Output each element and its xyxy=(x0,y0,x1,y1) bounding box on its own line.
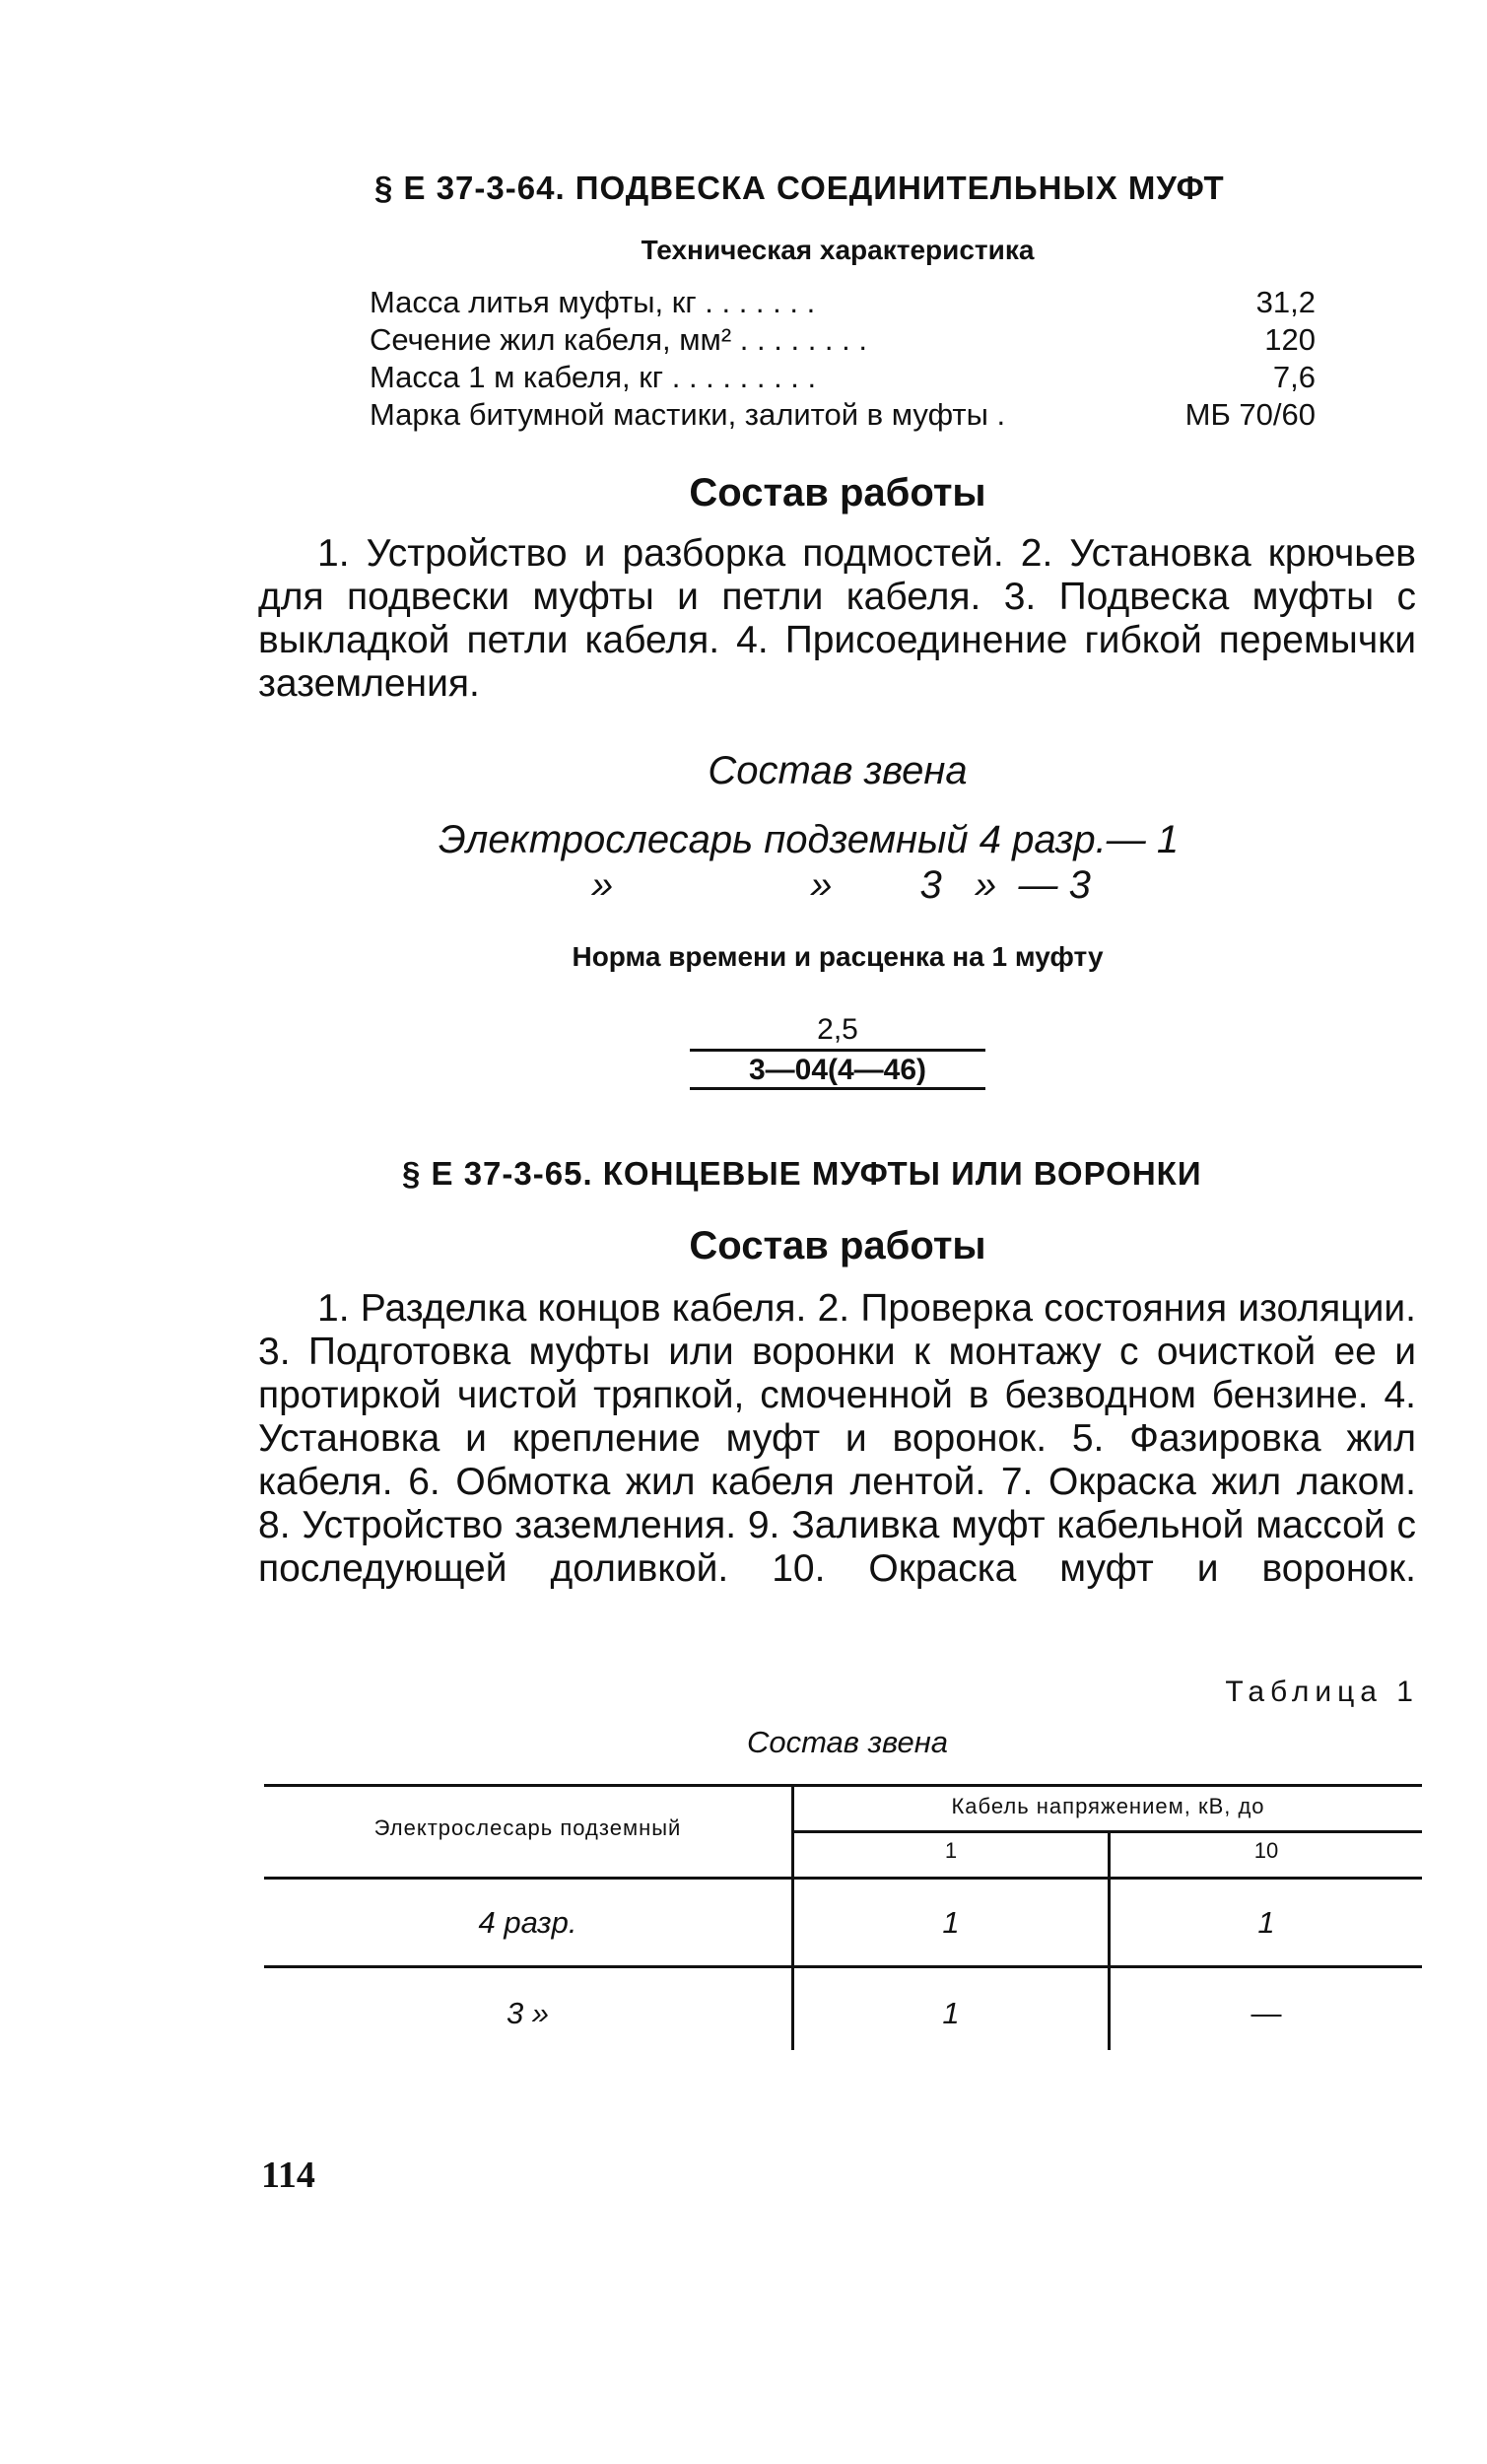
spec-value: 31,2 xyxy=(1255,285,1316,319)
table-cell-grade: 3 » xyxy=(506,1996,550,2030)
spec-list xyxy=(370,284,1316,434)
crew-table xyxy=(264,1784,1422,2050)
spec-value: 7,6 xyxy=(1272,360,1316,394)
norm-fraction xyxy=(690,1013,985,1090)
table-header-left: Электрослесарь подземный xyxy=(373,1815,682,1840)
section-title-e37-3-64: § Е 37-3-64. ПОДВЕСКА СОЕДИНИТЕЛЬНЫХ МУФТ xyxy=(374,170,1225,206)
spec-label: Марка битумной мастики, залитой в муфты . xyxy=(370,397,1006,432)
table-cell-grade: 4 разр. xyxy=(478,1905,577,1940)
spec-label: Масса 1 м кабеля, кг . . . . . . . . . xyxy=(370,360,817,394)
table-caption: Состав звена xyxy=(746,1725,949,1759)
page-number: 114 xyxy=(261,2155,315,2196)
table-header-group: Кабель напряжением, кВ, до xyxy=(951,1794,1265,1818)
table-subheader: 1 xyxy=(944,1838,958,1863)
norm-denominator: 3—04(4—46) xyxy=(690,1052,985,1090)
table-cell-value: 1 xyxy=(942,1905,960,1940)
table-label: Таблица 1 xyxy=(1225,1676,1419,1708)
crew-line: Электрослесарь подземный 4 разр.— 1 xyxy=(439,818,1180,861)
norm-numerator: 2,5 xyxy=(690,1013,985,1052)
table-subheader: 10 xyxy=(1253,1838,1279,1863)
crew-line: » » 3 » — 3 xyxy=(591,863,1091,907)
spec-value: 120 xyxy=(1264,322,1316,357)
norm-heading: Норма времени и расценка на 1 муфту xyxy=(572,941,1104,972)
section-title-e37-3-65: § Е 37-3-65. КОНЦЕВЫЕ МУФТЫ ИЛИ ВОРОНКИ xyxy=(402,1155,1202,1192)
crew-heading: Состав звена xyxy=(708,749,968,792)
work-text: 1. Разделка концов кабеля. 2. Проверка состояния изоляции. 3. Подготовка муфты или воронки к монтажу с очисткой ее и протиркой чистой тряпкой, смоченной в безводном бензине. 4. Установка и крепление муфт и воронок. 5. Фазировка жил кабеля. 6. Обмотка жил кабеля лентой. 7. Окраска жил лаком. 8. Устройство заземления. 9. Заливка муфт кабельной массой с последующей доливкой. 10. Окраска муфт и воронок. xyxy=(258,1287,1416,1590)
spec-row xyxy=(370,284,1316,321)
spec-heading: Техническая характеристика xyxy=(641,235,1035,265)
spec-label: Масса литья муфты, кг . . . . . . . xyxy=(370,285,816,319)
work-heading: Состав работы xyxy=(689,471,986,514)
work-description xyxy=(258,1287,1416,1591)
table-cell-value: 1 xyxy=(1257,1905,1275,1940)
spec-value: МБ 70/60 xyxy=(1184,397,1316,432)
spec-row xyxy=(370,359,1316,396)
work-text: 1. Устройство и разборка подмостей. 2. Установка крючьев для подвески муфты и петли кабеля. 3. Подвеска муфты с выкладкой петли кабеля. 4. Присоединение гибкой перемычки заземления. xyxy=(258,532,1416,705)
spec-row xyxy=(370,321,1316,359)
work-heading: Состав работы xyxy=(689,1224,986,1267)
work-description xyxy=(258,532,1416,706)
spec-row xyxy=(370,396,1316,434)
table-cell-value: 1 xyxy=(942,1996,960,2030)
spec-label: Сечение жил кабеля, мм² . . . . . . . . xyxy=(370,322,867,357)
table-cell-value: — xyxy=(1250,1996,1282,2030)
